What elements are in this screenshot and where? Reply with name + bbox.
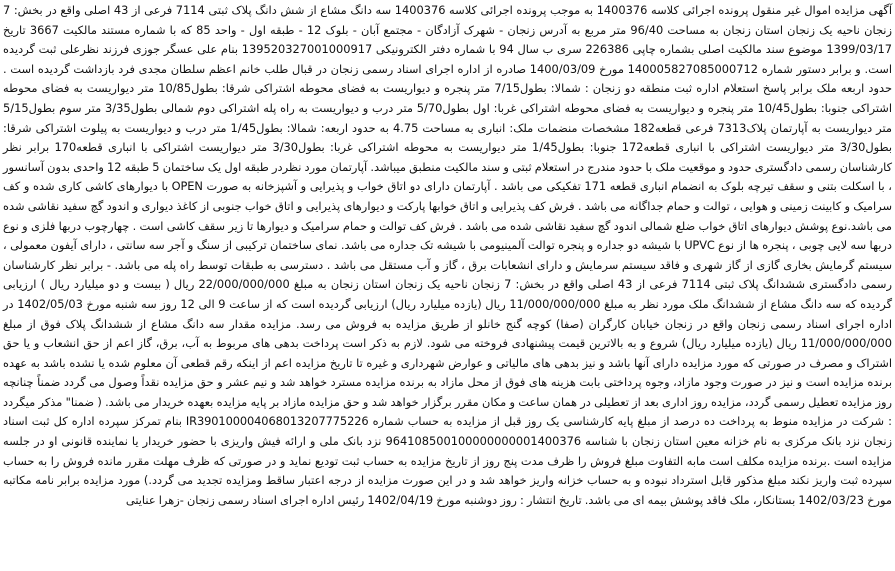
auction-notice-text: آگهی مزایده اموال غیر منقول پرونده اجرائی کلاسه 1400376 به موجب پرونده اجرائی کلاسه 1400376 سه دانگ مشاع از شش دانگ پلاک ثبتی 7114 فرعی از 43 اصلی واقع در بخش: 7 زنجان ناحیه یک زنجان استان زنجان به مساحت 96/40 متر مربع به آدرس زنجان - شهرک آزادگان - مجتمع آبان - بلوک 12 - طبقه اول - واحد 85 که با شماره مستند مالکیت 3667 تاریخ 1399/03/17 موضوع سند مالکیت اصلی بشماره چاپی 226386 سری ب سال 94 با شماره دفتر الکترونیکی 139520327001000917 بنام علی عسگر جوزی فرزند نظرعلی ثبت گردیده است. و برابر دستور شماره 140005827085000712 مورخ 1400/03/09 صادره از اداره اجرای اسناد رسمی زنجان در قبال طلب خانم اعظم سلطان مجدی فرد بازداشت گردیده است . حدود اربعه ملک برابر پاسخ استعلام اداره ثبت منطقه دو زنجان : شمالا: بطول7/15 متر پنجره و دیواریست به فضای محوطه اشتراکی شرقا: بطول10/85 متر دیواریست به فضای محوطه اشتراکی جنوبا: بطول10/45 متر پنجره و دیواریست به فضای محوطه اشتراکی غربا: اول بطول5/70 متر درب و دیواریست به راه پله اشتراکی دوم شمالی بطول3/35 متر سوم بطول5/15 متر دیواریست به آپارتمان پلاک7313 فرعی قطعه182 مشخصات منضمات ملک: انباری به مساحت 4.75 به حدود اربعه: شمالا: بطول1/45 متر درب و دیواریست به پیلوت اشتراکی شرقا: بطول3/30 متر دیواریست اشتراکی با انباری قطعه172 جنوبا: بطول1/45 متر دیواریست به محوطه اشتراکی غربا: بطول3/30 متر دیواریست اشتراکی با انباری قطعه170 برابر نظر کارشناسان رسمی دادگستری حدود و موقعیت ملک با حدود مندرج در استعلام ثبتی و سند مالکیت منطبق میباشد. آپارتمان مورد نظردر طبقه اول یک ساختمان 5 طبقه 12 واحدی بدون آسانسور ، با اسکلت بتنی و سقف تیرچه بلوک به انضمام انباری قطعه 171 تفکیکی می باشد . آپارتمان دارای دو اتاق خواب و پذیرایی و آشپزخانه به صورت OPEN با دیوارهای کاشی کاری شده و کف سرامیک و کابینت زمینی و هوایی ، توالت و حمام جداگانه می باشد . فرش کف پذیرایی و اتاق خوابها پارکت و دیوارهای پذیرایی و اتاق خواب جنوبی از کاغذ دیواری و اندود گچ سفید نقاشی شده می باشد.نوع پوشش دیوارهای اتاق خواب ضلع شمالی اندود گچ سفید نقاشی شده می باشد . فرش کف توالت و حمام سرامیک و دیوارها تا زیر سقف کاشی است . چهارچوب دربها فلزی و نوع دربها سه لایی چوبی ، پنجره ها از نوع UPVC با شیشه دو جداره و پنجره توالت آلمینیومی با شیشه تک جداره می باشد. نمای ساختمان ترکیبی از سنگ و آجر سه سانتی ، دارای آیفون معمولی ، سیستم گرمایش بخاری گازی از گاز شهری و فاقد سیستم سرمایش و دارای انشعابات برق ، گاز و آب مستقل می باشد . دسترسی به طبقات توسط راه پله می باشد. - برابر نظر کارشناسان رسمی دادگستری ششدانگ پلاک ثبتی 7114 فرعی از 43 اصلی واقع در بخش: 7 زنجان ناحیه یک زنجان استان زنجان به مبلغ 22/000/000/000 ریال ( بیست و دو میلیارد ریال ) ارزیابی گردیده که سه دانگ مشاع از ششدانگ ملک مورد نظر به مبلغ 11/000/000/000 ریال (یازده میلیارد ریال) ارزیابی گردیده است که از ساعت 9 الی 12 روز سه شنبه مورخ 1402/05/03 در اداره اجرای اسناد رسمی زنجان واقع در زنجان خیابان کارگران (صفا) کوچه گنج خانلو از طریق مزایده به فروش می رسد. مزایده مقدار سه دانگ مشاع از ششدانگ پلاک فوق از مبلغ 11/000/000/000 ریال (یازده میلیارد ریال) شروع و به بالاترین قیمت پیشنهادی فروخته می شود. لازم به ذکر است پرداخت بدهی های مربوط به آب، برق، گاز اعم از حق انشعاب و یا حق اشتراک و مصرف در صورتی که مورد مزایده دارای آنها باشد و نیز بدهی های مالیاتی و عوارض شهرداری و غیره تا تاریخ مزایده اعم از اینکه رقم قطعی آن معلوم شده یا نشده باشد به عهده برنده مزایده است و نیز در صورت وجود مازاد، وجوه پرداختی بابت هزینه های فوق از محل مازاد به برنده مزایده مسترد خواهد شد و نیم عشر و حق مزایده نقداً وصول می گردد ضمناً چنانچه روز مزایده تعطیل رسمی گردد، مزایده روز اداری بعد از تعطیلی در همان ساعت و مکان مقرر برگزار خواهد شد و حق مزایده مازاد بر پایه مزایده بعهده خریدار می باشد. ( ضمنا" مذکر میگردد : شرکت در مزایده منوط به پرداخت ده درصد از مبلغ پایه کارشناسی یک روز قبل از مزایده به حساب شماره IR390100004068013207775226 بنام تمرکز سپرده اداره کل ثبت اسناد زنجان نزد بانک مرکزی به نام خزانه معین استان زنجان با شناسه 964108500100000000001400376 نزد بانک ملی و ارائه فیش واریزی با حضور خریدار یا نماینده قانونی او در جلسه مزایده است .برنده مزایده مکلف است مابه التفاوت مبلغ فروش را ظرف مدت پنج روز از تاریخ مزایده به حساب ثبت تودیع نماید و در صورتی که ظرف مهلت مقرر مانده فروش را به حساب سپرده ثبت واریز نکند مبلغ مذکور قابل استرداد نبوده و به حساب خزانه واریز خواهد شد و در این صورت مزایده از درجه اعتبار ساقط ومزایده تجدید می گردد.) مورد مزایده برابر نامه مکاتبه مورخ 1402/03/23 بستانکار، ملک فاقد پوشش بیمه ای می باشد. تاریخ انتشار : روز دوشنبه مورخ 1402/04/19 رئیس اداره اجرای اسناد رسمی زنجان -زهرا عنایتی [3,3,893,507]
